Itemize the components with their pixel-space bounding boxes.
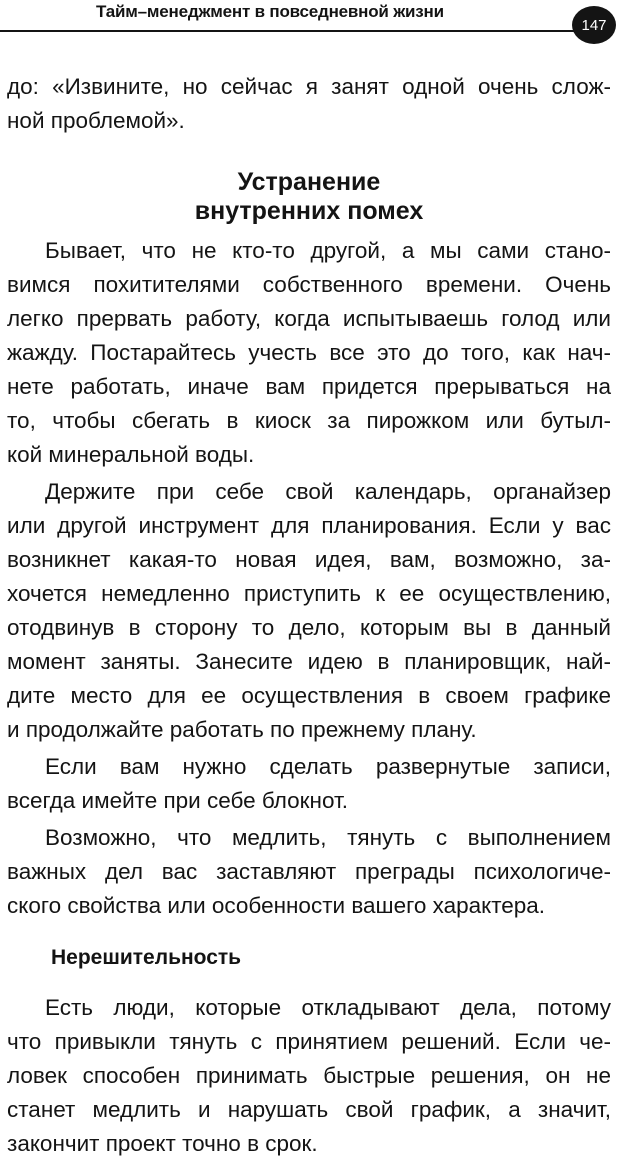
text-line: легко прервать работу, когда испытываешь голод или xyxy=(7,306,611,331)
paragraph xyxy=(7,475,611,747)
text-line: Бывает, что не кто-то другой, а мы сами стано- xyxy=(45,238,611,263)
text-line: Есть люди, которые откладывают дела, потому xyxy=(45,995,611,1020)
text-line: хочется немедленно приступить к ее осуществлению, xyxy=(7,581,611,606)
text-line: или другой инструмент для планирования. Если у вас xyxy=(7,513,611,538)
page-body xyxy=(7,70,611,1161)
paragraph xyxy=(7,234,611,472)
section-title-line: внутренних помех xyxy=(194,197,424,225)
text-line: ского свойства или особенности вашего характера. xyxy=(7,893,546,918)
text-line: важных дел вас заставляют преграды психологиче- xyxy=(7,859,611,884)
paragraph xyxy=(7,750,611,818)
paragraph xyxy=(7,821,611,923)
text-line: то, чтобы сбегать в киоск за пирожком или бутыл- xyxy=(7,408,611,433)
subheading: Нерешительность xyxy=(51,946,242,969)
section-title xyxy=(7,168,611,226)
text-line: дите место для ее осуществления в своем графике xyxy=(7,683,611,708)
text-line: вимся похитителями собственного времени. Очень xyxy=(7,272,611,297)
text-line: Если вам нужно сделать развернутые записи, xyxy=(45,754,611,779)
page-number: 147 xyxy=(572,6,616,44)
text-line: момент заняты. Занесите идею в планировщик, най- xyxy=(7,649,611,674)
text-line: и продолжайте работать по прежнему плану. xyxy=(7,717,477,742)
text-line: кой минеральной воды. xyxy=(7,442,255,467)
text-line: ной проблемой». xyxy=(7,108,185,133)
text-line: Возможно, что медлить, тянуть с выполнением xyxy=(45,825,611,850)
header-rule xyxy=(0,30,576,32)
page-header xyxy=(0,0,620,44)
text-line: отодвинув в сторону то дело, которым вы в данный xyxy=(7,615,611,640)
text-line: жажду. Постарайтесь учесть все это до того, как нач- xyxy=(7,340,611,365)
text-line: до: «Извините, но сейчас я занят одной очень слож- xyxy=(7,74,611,99)
text-line: Держите при себе свой календарь, органайзер xyxy=(45,479,611,504)
text-line: закончит проект точно в срок. xyxy=(7,1131,318,1156)
text-line: всегда имейте при себе блокнот. xyxy=(7,788,349,813)
intro-paragraph xyxy=(7,70,611,138)
text-line: станет медлить и нарушать свой график, а значит, xyxy=(7,1097,611,1122)
text-line: нете работать, иначе вам придется прерываться на xyxy=(7,374,611,399)
section-title-line: Устранение xyxy=(237,168,381,196)
text-line: что привыкли тянуть с принятием решений. Если че- xyxy=(7,1029,611,1054)
text-line: возникнет какая-то новая идея, вам, возможно, за- xyxy=(7,547,611,572)
text-line: ловек способен принимать быстрые решения, он не xyxy=(7,1063,611,1088)
running-title: Тайм–менеджмент в повседневной жизни xyxy=(96,2,444,21)
paragraph xyxy=(7,991,611,1161)
